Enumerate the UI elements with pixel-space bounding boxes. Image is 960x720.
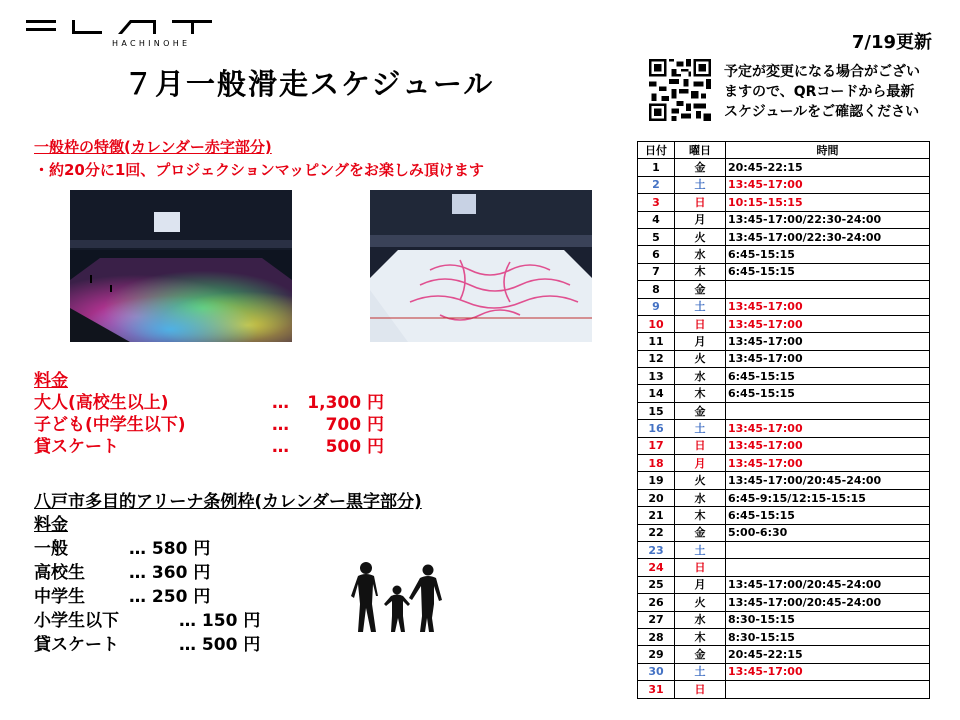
schedule-time-cell (726, 559, 930, 576)
schedule-row (638, 176, 930, 193)
fee-label: 中学生 (34, 587, 85, 607)
ordinance-fee-section (34, 513, 261, 657)
schedule-day-cell: 月 (675, 211, 726, 228)
fee-value: … 360 円 (129, 563, 211, 583)
schedule-day-cell: 火 (675, 472, 726, 489)
notice-line-3: スケジュールをご確認ください (724, 104, 920, 120)
schedule-time-cell: 13:45-17:00/20:45-24:00 (726, 472, 930, 489)
fee-row (34, 561, 211, 585)
schedule-day-cell: 水 (675, 246, 726, 263)
fee-amount: 700 円 (325, 415, 384, 435)
schedule-row (638, 420, 930, 437)
schedule-day-cell: 日 (675, 681, 726, 698)
schedule-time-cell: 13:45-17:00/22:30-24:00 (726, 228, 930, 245)
rink-photo-projection (70, 190, 292, 342)
schedule-row (638, 228, 930, 245)
schedule-row (638, 611, 930, 628)
fee-label: 貸スケート (34, 635, 119, 655)
schedule-row (638, 368, 930, 385)
schedule-date-cell: 26 (638, 594, 675, 611)
schedule-date-cell: 21 (638, 507, 675, 524)
schedule-day-cell: 土 (675, 298, 726, 315)
family-skating-silhouette (346, 560, 448, 638)
schedule-row (638, 524, 930, 541)
qr-code-icon[interactable] (649, 59, 711, 121)
fee-label: 大人(高校生以上) (34, 393, 169, 413)
schedule-time-cell: 6:45-15:15 (726, 263, 930, 280)
schedule-date-cell: 25 (638, 576, 675, 593)
fee-label: 子ども(中学生以下) (34, 415, 186, 435)
fee-label: 高校生 (34, 563, 85, 583)
schedule-day-cell: 月 (675, 455, 726, 472)
schedule-date-cell: 12 (638, 350, 675, 367)
schedule-day-cell: 金 (675, 402, 726, 419)
schedule-row (638, 402, 930, 419)
schedule-time-cell: 6:45-15:15 (726, 368, 930, 385)
fee-dots: … (272, 415, 289, 435)
schedule-time-cell (726, 281, 930, 298)
schedule-row (638, 385, 930, 402)
ordinance-fee-heading: 料金 (34, 515, 68, 535)
schedule-row (638, 594, 930, 611)
schedule-day-cell: 日 (675, 437, 726, 454)
flat-logo-mark (26, 20, 212, 40)
schedule-date-cell: 9 (638, 298, 675, 315)
schedule-day-cell: 金 (675, 159, 726, 176)
schedule-date-cell: 17 (638, 437, 675, 454)
schedule-date-cell: 20 (638, 489, 675, 506)
schedule-row (638, 437, 930, 454)
schedule-row (638, 646, 930, 663)
schedule-date-cell: 3 (638, 194, 675, 211)
schedule-time-cell: 10:15-15:15 (726, 194, 930, 211)
schedule-time-cell: 5:00-6:30 (726, 524, 930, 541)
fee-value: … 500 円 (179, 635, 261, 655)
schedule-table (637, 141, 930, 699)
schedule-time-cell: 13:45-17:00 (726, 333, 930, 350)
schedule-time-cell: 13:45-17:00 (726, 455, 930, 472)
schedule-day-cell: 土 (675, 420, 726, 437)
schedule-date-cell: 27 (638, 611, 675, 628)
schedule-row (638, 681, 930, 698)
schedule-time-cell: 6:45-15:15 (726, 507, 930, 524)
schedule-date-cell: 1 (638, 159, 675, 176)
schedule-header-row (638, 142, 930, 159)
schedule-date-cell: 10 (638, 315, 675, 332)
fee-value: … 150 円 (179, 611, 261, 631)
schedule-time-cell: 13:45-17:00 (726, 176, 930, 193)
schedule-row (638, 628, 930, 645)
schedule-time-cell: 13:45-17:00/20:45-24:00 (726, 594, 930, 611)
schedule-row (638, 455, 930, 472)
schedule-row (638, 576, 930, 593)
schedule-row (638, 541, 930, 558)
schedule-row (638, 489, 930, 506)
update-date: 7/19更新 (851, 32, 932, 53)
fee-value: … 580 円 (129, 539, 211, 559)
notice-text (724, 62, 920, 122)
rink-photo-maze (370, 190, 592, 342)
page-title: ７月一般滑走スケジュール (124, 67, 495, 101)
schedule-date-cell: 30 (638, 663, 675, 680)
schedule-date-cell: 19 (638, 472, 675, 489)
schedule-time-cell: 13:45-17:00/22:30-24:00 (726, 211, 930, 228)
schedule-date-cell: 22 (638, 524, 675, 541)
schedule-day-cell: 金 (675, 281, 726, 298)
fee-row (34, 537, 211, 561)
column-header-date: 日付 (638, 142, 675, 159)
schedule-day-cell: 木 (675, 263, 726, 280)
general-fee-section (34, 370, 384, 458)
fee-row (34, 585, 211, 609)
schedule-time-cell (726, 541, 930, 558)
schedule-date-cell: 16 (638, 420, 675, 437)
schedule-row (638, 194, 930, 211)
schedule-time-cell: 8:30-15:15 (726, 611, 930, 628)
schedule-date-cell: 29 (638, 646, 675, 663)
schedule-row (638, 246, 930, 263)
schedule-time-cell: 13:45-17:00/20:45-24:00 (726, 576, 930, 593)
column-header-time: 時間 (726, 142, 930, 159)
flat-logo (26, 20, 216, 50)
fee-label: 貸スケート (34, 437, 119, 457)
schedule-row (638, 333, 930, 350)
schedule-time-cell: 6:45-15:15 (726, 246, 930, 263)
schedule-date-cell: 11 (638, 333, 675, 350)
schedule-row (638, 559, 930, 576)
schedule-date-cell: 13 (638, 368, 675, 385)
schedule-day-cell: 日 (675, 559, 726, 576)
schedule-day-cell: 金 (675, 524, 726, 541)
schedule-row (638, 263, 930, 280)
schedule-row (638, 315, 930, 332)
column-header-day: 曜日 (675, 142, 726, 159)
schedule-row (638, 350, 930, 367)
fee-label: 小学生以下 (34, 611, 119, 631)
schedule-date-cell: 31 (638, 681, 675, 698)
schedule-time-cell: 6:45-15:15 (726, 385, 930, 402)
schedule-day-cell: 火 (675, 594, 726, 611)
schedule-date-cell: 2 (638, 176, 675, 193)
schedule-time-cell: 13:45-17:00 (726, 350, 930, 367)
ordinance-section-heading: 八戸市多目的アリーナ条例枠(カレンダー黒字部分) (34, 492, 422, 512)
schedule-row (638, 472, 930, 489)
fee-row (34, 609, 261, 633)
schedule-day-cell: 水 (675, 611, 726, 628)
schedule-day-cell: 金 (675, 646, 726, 663)
schedule-date-cell: 8 (638, 281, 675, 298)
fee-amount: 500 円 (325, 437, 384, 457)
schedule-date-cell: 6 (638, 246, 675, 263)
notice-line-2: ますので、QRコードから最新 (724, 84, 915, 100)
fee-row (34, 414, 384, 436)
schedule-day-cell: 火 (675, 228, 726, 245)
fee-amount: 1,300 円 (307, 393, 384, 413)
schedule-date-cell: 15 (638, 402, 675, 419)
feature-heading: 一般枠の特徴(カレンダー赤字部分) (34, 138, 272, 156)
schedule-day-cell: 水 (675, 489, 726, 506)
schedule-row (638, 663, 930, 680)
schedule-row (638, 211, 930, 228)
schedule-day-cell: 土 (675, 663, 726, 680)
schedule-date-cell: 18 (638, 455, 675, 472)
logo-subtitle: HACHINOHE (112, 39, 191, 48)
schedule-day-cell: 水 (675, 368, 726, 385)
schedule-date-cell: 4 (638, 211, 675, 228)
schedule-time-cell: 13:45-17:00 (726, 437, 930, 454)
schedule-day-cell: 土 (675, 541, 726, 558)
schedule-time-cell: 13:45-17:00 (726, 315, 930, 332)
schedule-time-cell: 13:45-17:00 (726, 298, 930, 315)
schedule-day-cell: 火 (675, 350, 726, 367)
schedule-row (638, 507, 930, 524)
schedule-time-cell (726, 402, 930, 419)
schedule-date-cell: 7 (638, 263, 675, 280)
schedule-row (638, 281, 930, 298)
fee-label: 一般 (34, 539, 68, 559)
schedule-date-cell: 28 (638, 628, 675, 645)
fee-row (34, 633, 261, 657)
schedule-day-cell: 月 (675, 333, 726, 350)
schedule-day-cell: 月 (675, 576, 726, 593)
schedule-time-cell: 6:45-9:15/12:15-15:15 (726, 489, 930, 506)
schedule-date-cell: 14 (638, 385, 675, 402)
fee-row (34, 392, 384, 414)
schedule-row (638, 298, 930, 315)
schedule-day-cell: 木 (675, 507, 726, 524)
schedule-time-cell: 13:45-17:00 (726, 420, 930, 437)
schedule-date-cell: 5 (638, 228, 675, 245)
fee-dots: … (272, 393, 289, 413)
feature-description: ・約20分に1回、プロジェクションマッピングをお楽しみ頂けます (34, 161, 484, 179)
schedule-time-cell (726, 681, 930, 698)
schedule-day-cell: 木 (675, 628, 726, 645)
schedule-day-cell: 木 (675, 385, 726, 402)
fee-dots: … (272, 437, 289, 457)
schedule-time-cell: 20:45-22:15 (726, 646, 930, 663)
schedule-day-cell: 日 (675, 194, 726, 211)
schedule-date-cell: 24 (638, 559, 675, 576)
schedule-day-cell: 日 (675, 315, 726, 332)
schedule-body (638, 159, 930, 698)
schedule-time-cell: 13:45-17:00 (726, 663, 930, 680)
fee-row (34, 436, 384, 458)
notice-line-1: 予定が変更になる場合がござい (724, 64, 920, 80)
general-fee-heading: 料金 (34, 371, 68, 391)
schedule-row (638, 159, 930, 176)
schedule-time-cell: 20:45-22:15 (726, 159, 930, 176)
schedule-day-cell: 土 (675, 176, 726, 193)
schedule-date-cell: 23 (638, 541, 675, 558)
schedule-time-cell: 8:30-15:15 (726, 628, 930, 645)
fee-value: … 250 円 (129, 587, 211, 607)
